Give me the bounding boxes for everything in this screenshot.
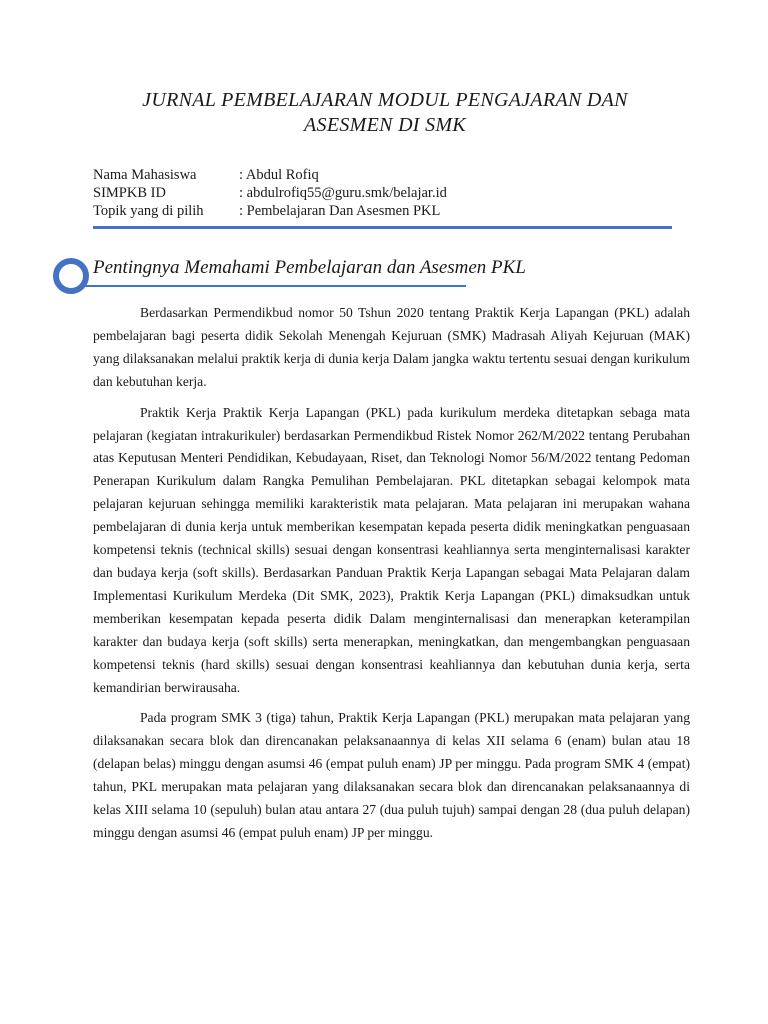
header-divider (93, 226, 672, 229)
document-title-line-2: ASESMEN DI SMK (304, 114, 466, 136)
paragraph-2: Praktik Kerja Praktik Kerja Lapangan (PKL) pada kurikulum merdeka ditetapkan sebaga mata pelajaran (kegiatan intrakurikuler) berdasarkan Permendikbud Ristek Nomor 262/M/2022 tentang Perubahan atas Keputusan Menteri Pendidikan, Kebudayaan, Riset, dan Teknologi Nomor 56/M/2022 tentang Pedoman Penerapan Kurikulum dalam Rangka Pemulihan Pembelajaran. PKL ditetapkan sebagai kelompok mata pelajaran kejuruan sehingga memiliki karakteristik mata pelajaran. Mata pelajaran ini merupakan wahana pembelajaran di dunia kerja untuk memberikan kesempatan kepada peserta didik meningkatkan penguasaan kompetensi teknis (technical skills) sesuai dengan konsentrasi keahliannya serta menginternalisasi karakter dan budaya kerja (soft skills). Berdasarkan Panduan Praktik Kerja Lapangan sebagai Mata Pelajaran dalam Implementasi Kurikulum Merdeka (Dit SMK, 2023), Praktik Kerja Lapangan (PKL) dimaksudkan untuk memberikan kesempatan kepada peserta didik Dalam menginternalisasi dan menerapkan keterampilan karakter dan budaya kerja (soft skills) serta menerapkan, meningkatkan, dan mengembangkan penguasaan kompetensi teknis (hard skills) sesuai dengan konsentrasi keahliannya dan kebutuhan dunia kerja, serta kemandirian berwirausaha. (93, 404, 690, 695)
student-info (93, 166, 447, 220)
info-value: : abdulrofiq55@guru.smk/belajar.id (239, 185, 447, 201)
paragraph-1: Berdasarkan Permendikbud nomor 50 Tshun 2020 tentang Praktik Kerja Lapangan (PKL) adalah pembelajaran bagi peserta didik Sekolah Menengah Kejuruan (SMK) Madrasah Aliyah Kejuruan (MAK) yang dilaksanakan melalui praktik kerja di dunia kerja Dalam jangka waktu tertentu sesuai dengan kurikulum dan kebutuhan kerja. (93, 305, 690, 389)
info-row-name (93, 166, 447, 184)
section-bullet-circle-icon (53, 258, 89, 294)
info-label: Nama Mahasiswa (93, 167, 197, 183)
info-value: : Pembelajaran Dan Asesmen PKL (239, 203, 441, 219)
info-row-simpkb-id (93, 184, 447, 202)
info-label: SIMPKB ID (93, 185, 166, 201)
info-value: : Abdul Rofiq (239, 167, 319, 183)
document-title (80, 88, 690, 138)
paragraph-3: Pada program SMK 3 (tiga) tahun, Praktik Kerja Lapangan (PKL) merupakan mata pelajaran yang dilaksanakan secara blok dan direncanakan pelaksanaannya di kelas XII selama 6 (enam) bulan atau 18 (delapan belas) minggu dengan asumsi 46 (empat puluh enam) JP per minggu. Pada program SMK 4 (empat) tahun, PKL merupakan mata pelajaran yang dilaksanakan secara blok dan direncanakan pelaksanaannya di kelas XIII selama 10 (sepuluh) bulan atau antara 27 (dua puluh tujuh) sampai dengan 28 (dua puluh delapan) minggu dengan asumsi 46 (empat puluh enam) JP per minggu. (93, 710, 690, 840)
document-title-line-1: JURNAL PEMBELAJARAN MODUL PENGAJARAN DAN (142, 89, 628, 111)
info-label: Topik yang di pilih (93, 203, 204, 219)
body-text (93, 302, 690, 853)
section-title: Pentingnya Memahami Pembelajaran dan Asesmen PKL (93, 257, 526, 278)
section-underline (80, 285, 466, 287)
info-row-topic (93, 202, 447, 220)
